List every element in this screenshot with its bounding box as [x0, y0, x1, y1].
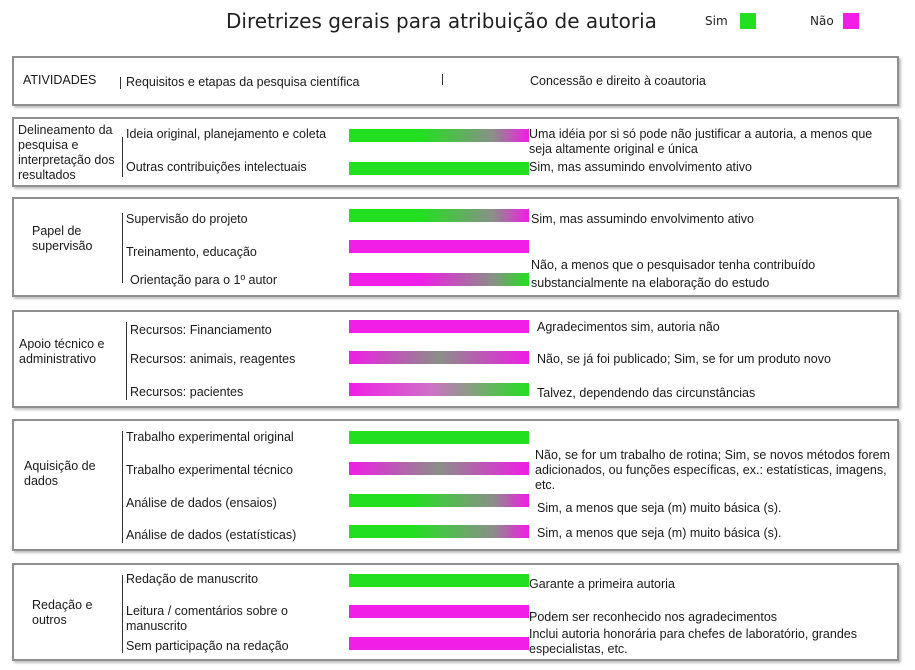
section-data-bracket: [122, 431, 123, 543]
section-support-category: Apoio técnico e administrativo: [19, 337, 105, 366]
section-data-bar-1: [349, 431, 529, 444]
page-title: Diretrizes gerais para atribuição de autoria: [226, 9, 657, 33]
section-support-item-1: Recursos: Financiamento: [130, 323, 272, 337]
section-data-item-4: Análise de dados (estatísticas): [126, 528, 297, 542]
section-design-item-1: Ideia original, planejamento e coleta: [126, 127, 327, 141]
header-activities: ATIVIDADES: [23, 73, 97, 87]
header-divider-1: [120, 77, 121, 89]
section-design: [12, 117, 899, 187]
section-support: [12, 310, 899, 408]
section-support-bar-1: [349, 320, 529, 333]
section-writing-item-2: Leitura / comentários sobre o manuscrito: [126, 604, 288, 633]
section-supervision-item-3: Orientação para o 1º autor: [130, 273, 278, 287]
section-supervision-bracket: [122, 213, 123, 283]
section-supervision-category: Papel de supervisão: [32, 224, 93, 253]
section-writing: [12, 563, 899, 661]
section-supervision-item-2: Treinamento, educação: [126, 245, 257, 259]
section-supervision-bar-1: [349, 209, 529, 222]
section-data-note-3: Sim, a menos que seja (m) muito básica (s).: [537, 526, 782, 540]
section-design-bracket: [122, 137, 123, 177]
legend-sim-label: Sim: [705, 14, 728, 28]
section-support-note-3: Talvez, dependendo das circunstâncias: [537, 386, 756, 400]
section-writing-bracket: [122, 575, 123, 653]
section-writing-note-1: Garante a primeira autoria: [529, 577, 675, 591]
section-design-note-2: Sim, mas assumindo envolvimento ativo: [529, 160, 753, 174]
section-supervision-note-2: Não, a menos que o pesquisador tenha contribuído substancialmente na elaboração do estudo: [531, 258, 816, 290]
header-box: [12, 56, 899, 106]
section-data-item-2: Trabalho experimental técnico: [126, 463, 293, 477]
section-supervision-item-1: Supervisão do projeto: [126, 212, 248, 226]
section-writing-item-3: Sem participação na redação: [126, 639, 289, 653]
section-design-bar-1: [349, 129, 529, 142]
section-data-bar-4: [349, 525, 529, 538]
section-data-bar-3: [349, 494, 529, 507]
header-coauthorship: Concessão e direito à coautoria: [530, 74, 706, 88]
legend-sim-swatch: [740, 13, 756, 29]
legend-nao-label: Não: [810, 14, 834, 28]
section-supervision-bar-3: [349, 273, 529, 286]
section-writing-note-3: Inclui autoria honorária para chefes de laboratório, grandes especialistas, etc.: [529, 627, 857, 656]
section-design-category: Delineamento da pesquisa e interpretação dos resultados: [18, 123, 115, 182]
section-data: [12, 419, 899, 551]
legend-nao-swatch: [843, 13, 859, 29]
header-requirements: Requisitos e etapas da pesquisa científica: [126, 75, 360, 89]
section-data-item-1: Trabalho experimental original: [126, 430, 294, 444]
section-design-item-2: Outras contribuições intelectuais: [126, 160, 307, 174]
header-divider-2: [442, 74, 443, 85]
section-supervision-bar-2: [349, 240, 529, 253]
section-support-bracket: [126, 322, 127, 400]
section-writing-item-1: Redação de manuscrito: [126, 572, 259, 586]
section-data-category: Aquisição de dados: [24, 459, 96, 488]
section-support-note-2: Não, se já foi publicado; Sim, se for um produto novo: [537, 352, 831, 366]
section-data-note-2: Sim, a menos que seja (m) muito básica (s).: [537, 501, 782, 515]
section-writing-bar-2: [349, 605, 529, 618]
section-support-item-3: Recursos: pacientes: [130, 385, 244, 399]
section-design-note-1: Uma idéia por si só pode não justificar a autoria, a menos que seja altamente original e única: [529, 127, 873, 156]
section-writing-bar-3: [349, 637, 529, 650]
section-writing-bar-1: [349, 574, 529, 587]
section-supervision-note-1: Sim, mas assumindo envolvimento ativo: [531, 212, 755, 226]
section-data-bar-2: [349, 462, 529, 475]
section-support-item-2: Recursos: animais, reagentes: [130, 352, 296, 366]
section-writing-category: Redação e outros: [32, 598, 93, 627]
section-data-note-1: Não, se for um trabalho de rotina; Sim, se novos métodos forem adicionados, ou funções específicas, ex.: estatísticas, imagens, etc.: [535, 448, 891, 492]
section-support-note-1: Agradecimentos sim, autoria não: [537, 320, 720, 334]
section-support-bar-2: [349, 351, 529, 364]
section-support-bar-3: [349, 383, 529, 396]
section-design-bar-2: [349, 162, 529, 175]
section-supervision: [12, 197, 899, 297]
section-writing-note-2: Podem ser reconhecido nos agradecimentos: [529, 610, 778, 624]
section-data-item-3: Análise de dados (ensaios): [126, 496, 277, 510]
